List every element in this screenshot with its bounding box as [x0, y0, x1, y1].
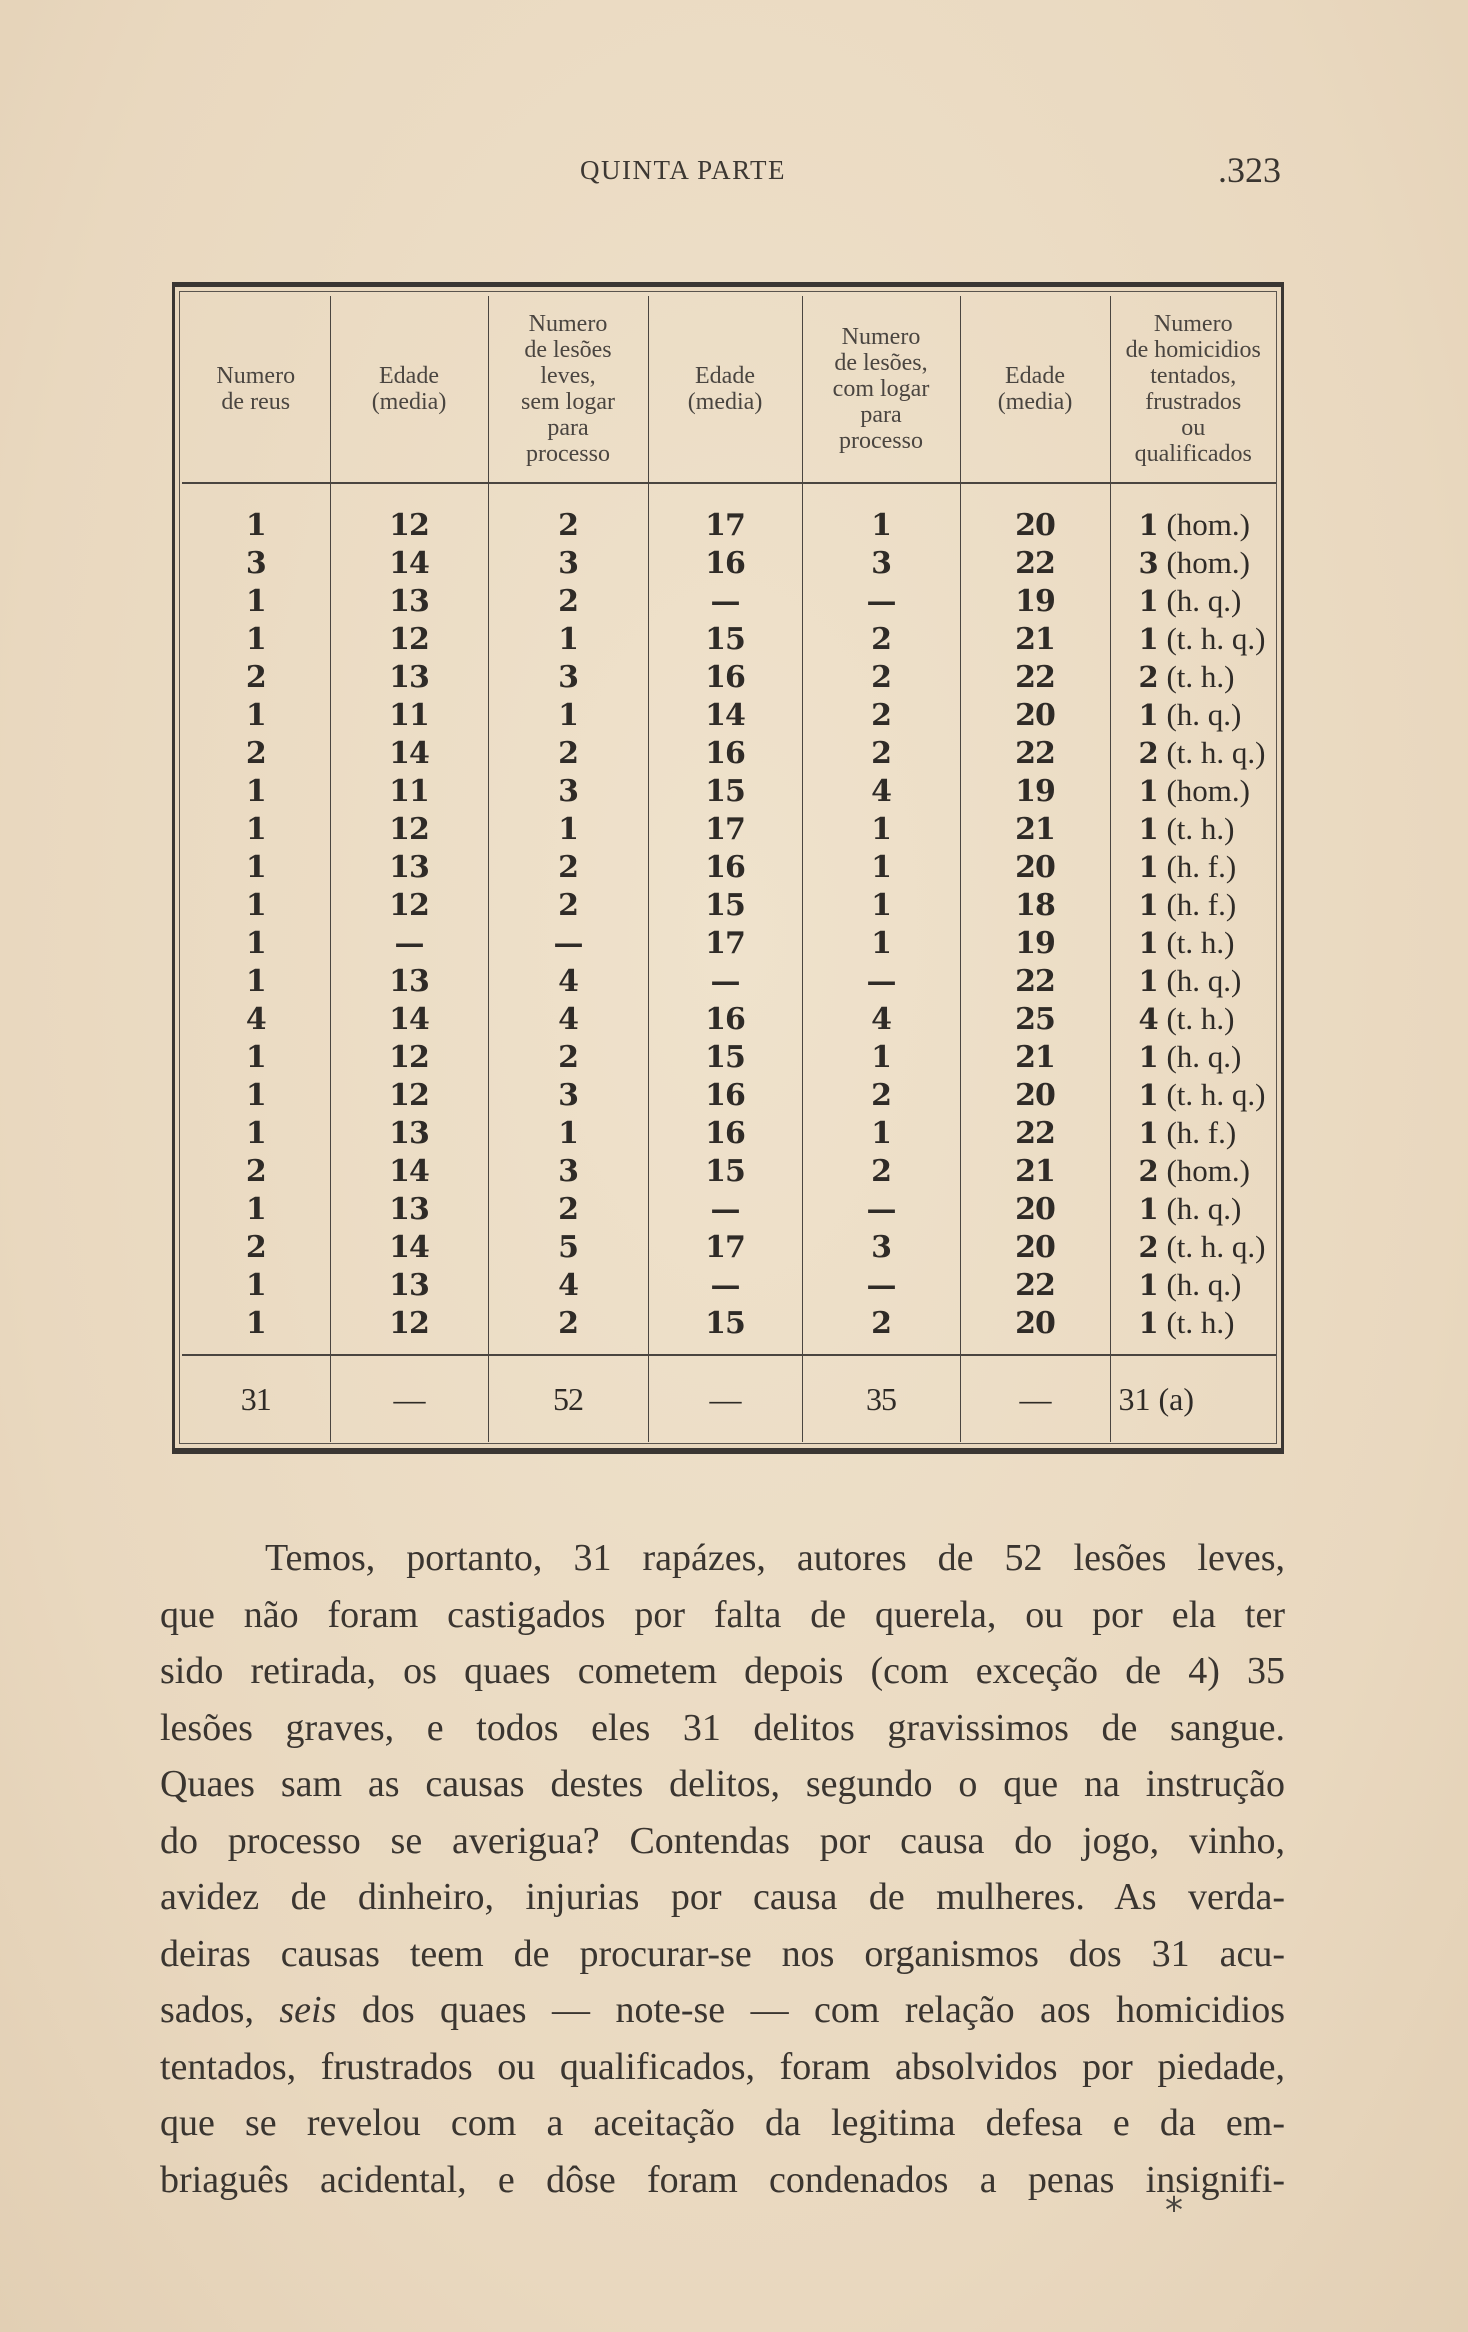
- cell-leves: 1: [488, 620, 648, 658]
- table-row: [182, 696, 1276, 734]
- cell-com-logar: 1: [802, 483, 960, 544]
- cell-edade2: 15: [648, 1304, 802, 1355]
- homicidios-count: 1: [1138, 584, 1159, 618]
- cell-edade1: 12: [330, 620, 488, 658]
- statistics-table: [182, 296, 1276, 1442]
- cell-reus: 1: [245, 583, 266, 619]
- cell-reus: 2: [245, 735, 266, 771]
- column-header-line: ou: [1181, 415, 1206, 441]
- cell-edade2: 15: [648, 1038, 802, 1076]
- column-header-line: (media): [997, 389, 1073, 415]
- table-row: [182, 483, 1276, 544]
- cell-edade3: 21: [960, 810, 1110, 848]
- paragraph-line: lesões graves, e todos eles 31 delitos gravissimos de sangue.: [160, 1706, 1285, 1749]
- column-header-line: Numero: [1153, 311, 1233, 337]
- cell-reus: 2: [245, 659, 266, 695]
- cell-reus: 1: [245, 1115, 266, 1151]
- table-row: [182, 772, 1276, 810]
- cell-leves: 2: [488, 483, 648, 544]
- homicidios-type: (t. h.): [1166, 925, 1235, 960]
- cell-edade3: 20: [960, 1076, 1110, 1114]
- cell-homicidios: [1110, 772, 1276, 810]
- cell-homicidios: [1110, 848, 1276, 886]
- cell-homicidios: [1110, 962, 1276, 1000]
- cell-leves: 3: [488, 1152, 648, 1190]
- cell-com-logar: 1: [802, 1114, 960, 1152]
- cell-com-logar: 2: [802, 1304, 960, 1355]
- paragraph-line: que se revelou com a aceitação da legitima defesa e da em-: [160, 2102, 1285, 2144]
- cell-leves: 4: [488, 1266, 648, 1304]
- cell-edade3: 19: [960, 924, 1110, 962]
- cell-leves: 2: [488, 886, 648, 924]
- cell-edade2: 15: [648, 772, 802, 810]
- column-header-line: frustrados: [1145, 389, 1242, 415]
- total-edade2: —: [648, 1355, 802, 1442]
- table-row: [182, 582, 1276, 620]
- cell-edade3: 22: [960, 658, 1110, 696]
- paragraph-line: Temos, portanto, 31 rapázes, autores de 52 lesões leves,: [265, 1537, 1285, 1579]
- column-header-line: de lesões,: [834, 350, 928, 376]
- cell-leves: 2: [488, 734, 648, 772]
- cell-homicidios: [1110, 696, 1276, 734]
- cell-com-logar: —: [802, 1266, 960, 1304]
- cell-com-logar: 2: [802, 658, 960, 696]
- cell-edade2: 16: [648, 1076, 802, 1114]
- cell-com-logar: 2: [802, 734, 960, 772]
- homicidios-type: (t. h. q.): [1166, 735, 1266, 770]
- cell-com-logar: —: [802, 582, 960, 620]
- table-row: [182, 620, 1276, 658]
- paragraph-line: que não foram castigados por falta de querela, ou por ela ter: [160, 1593, 1285, 1636]
- table-row: [182, 1266, 1276, 1304]
- cell-edade1: 13: [330, 848, 488, 886]
- cell-com-logar: 1: [802, 1038, 960, 1076]
- cell-edade2: —: [648, 1190, 802, 1228]
- homicidios-count: 1: [1138, 508, 1159, 542]
- cell-edade1: 13: [330, 1190, 488, 1228]
- homicidios-type: (t. h.): [1166, 1305, 1235, 1340]
- cell-leves: 1: [488, 1114, 648, 1152]
- table-row: [182, 1152, 1276, 1190]
- cell-edade2: 16: [648, 734, 802, 772]
- homicidios-count: 1: [1138, 1192, 1159, 1226]
- column-header-line: leves,: [540, 363, 596, 389]
- cell-homicidios: [1110, 810, 1276, 848]
- cell-edade3: 22: [960, 1114, 1110, 1152]
- paragraph-line: briaguês acidental, e dôse foram condenados a penas insignifi-: [160, 2158, 1285, 2201]
- cell-edade2: —: [648, 582, 802, 620]
- cell-com-logar: 2: [802, 1076, 960, 1114]
- cell-homicidios: [1110, 582, 1276, 620]
- table-row: [182, 1228, 1276, 1266]
- homicidios-count: 1: [1138, 1078, 1159, 1112]
- paragraph-line: avidez de dinheiro, injurias por causa de mulheres. As verda-: [160, 1876, 1285, 1918]
- cell-reus: 4: [245, 1001, 266, 1037]
- table-header-row: [182, 296, 1276, 483]
- cell-homicidios: [1110, 1114, 1276, 1152]
- page-number: .323: [1218, 150, 1281, 190]
- cell-edade2: 17: [648, 924, 802, 962]
- table-row: [182, 544, 1276, 582]
- italic-word: seis: [279, 1989, 337, 2031]
- cell-reus: 1: [245, 773, 266, 809]
- homicidios-count: 1: [1138, 1306, 1159, 1340]
- column-header-line: de lesões: [524, 337, 612, 363]
- column-header-line: processo: [839, 428, 923, 454]
- table-row: [182, 734, 1276, 772]
- cell-com-logar: 2: [802, 696, 960, 734]
- cell-edade2: 17: [648, 483, 802, 544]
- homicidios-type: (h. q.): [1166, 1191, 1242, 1226]
- table-row: [182, 924, 1276, 962]
- cell-com-logar: 3: [802, 1228, 960, 1266]
- cell-edade3: 20: [960, 483, 1110, 544]
- cell-leves: 3: [488, 772, 648, 810]
- cell-edade1: 11: [330, 696, 488, 734]
- homicidios-count: 2: [1138, 660, 1159, 694]
- cell-edade3: 20: [960, 1190, 1110, 1228]
- homicidios-type: (h. q.): [1166, 583, 1242, 618]
- homicidios-type: (hom.): [1166, 507, 1250, 542]
- cell-com-logar: 1: [802, 848, 960, 886]
- homicidios-type: (t. h.): [1166, 1001, 1235, 1036]
- cell-edade2: 17: [648, 810, 802, 848]
- cell-reus: 1: [245, 963, 266, 999]
- paragraph-line-mixed: [160, 1982, 1285, 2039]
- cell-edade2: 16: [648, 1000, 802, 1038]
- cell-edade1: 14: [330, 734, 488, 772]
- signature-asterisk: *: [1165, 2190, 1183, 2231]
- cell-homicidios: [1110, 1228, 1276, 1266]
- column-header-line: Numero: [841, 324, 921, 350]
- cell-com-logar: —: [802, 1190, 960, 1228]
- cell-reus: 2: [245, 1153, 266, 1189]
- homicidios-type: (t. h.): [1166, 811, 1235, 846]
- column-header-line: Edade: [379, 363, 439, 389]
- cell-edade1: 12: [330, 483, 488, 544]
- cell-leves: 2: [488, 1038, 648, 1076]
- cell-edade2: 15: [648, 886, 802, 924]
- cell-homicidios: [1110, 886, 1276, 924]
- total-reus: 31: [182, 1355, 330, 1442]
- cell-edade1: 14: [330, 1228, 488, 1266]
- cell-homicidios: [1110, 1152, 1276, 1190]
- cell-homicidios: [1110, 1038, 1276, 1076]
- cell-edade1: 12: [330, 1076, 488, 1114]
- cell-homicidios: [1110, 924, 1276, 962]
- table-row: [182, 1114, 1276, 1152]
- column-header: [488, 296, 648, 483]
- homicidios-type: (h. q.): [1166, 1267, 1242, 1302]
- cell-reus: 1: [245, 849, 266, 885]
- column-header-line: sem logar: [521, 389, 615, 415]
- cell-reus: 1: [245, 1191, 266, 1227]
- running-head: [0, 150, 1468, 195]
- totals-row: [182, 1355, 1276, 1442]
- cell-edade2: 15: [648, 620, 802, 658]
- homicidios-type: (t. h. q.): [1166, 1077, 1266, 1112]
- homicidios-type: (hom.): [1166, 1153, 1250, 1188]
- cell-edade3: 20: [960, 1304, 1110, 1355]
- column-header-line: para: [547, 415, 589, 441]
- cell-leves: 4: [488, 1000, 648, 1038]
- cell-leves: 1: [488, 696, 648, 734]
- column-header-line: de reus: [221, 389, 291, 415]
- cell-edade1: 13: [330, 1266, 488, 1304]
- cell-edade2: 15: [648, 1152, 802, 1190]
- cell-edade1: 13: [330, 1114, 488, 1152]
- column-header-line: Numero: [528, 311, 608, 337]
- column-header-line: Numero: [216, 363, 296, 389]
- cell-reus: 1: [245, 621, 266, 657]
- cell-leves: 2: [488, 848, 648, 886]
- cell-edade3: 18: [960, 886, 1110, 924]
- cell-homicidios: [1110, 483, 1276, 544]
- cell-edade1: 12: [330, 886, 488, 924]
- column-header-line: com logar: [832, 376, 930, 402]
- cell-edade3: 22: [960, 962, 1110, 1000]
- cell-edade3: 20: [960, 848, 1110, 886]
- homicidios-count: 2: [1138, 1230, 1159, 1264]
- column-header-line: tentados,: [1150, 363, 1237, 389]
- cell-edade2: 16: [648, 544, 802, 582]
- column-header: [182, 296, 330, 483]
- cell-edade2: —: [648, 962, 802, 1000]
- homicidios-type: (h. q.): [1166, 963, 1242, 998]
- column-header-line: processo: [526, 441, 610, 467]
- cell-leves: 2: [488, 1190, 648, 1228]
- homicidios-type: (h. q.): [1166, 1039, 1242, 1074]
- cell-com-logar: 1: [802, 924, 960, 962]
- cell-leves: 5: [488, 1228, 648, 1266]
- homicidios-count: 1: [1138, 964, 1159, 998]
- table-row: [182, 886, 1276, 924]
- cell-edade2: —: [648, 1266, 802, 1304]
- cell-homicidios: [1110, 620, 1276, 658]
- homicidios-count: 1: [1138, 774, 1159, 808]
- homicidios-count: 4: [1138, 1002, 1159, 1036]
- cell-reus: 1: [245, 1305, 266, 1341]
- table-row: [182, 1038, 1276, 1076]
- running-head-title: QUINTA PARTE: [580, 155, 786, 185]
- cell-homicidios: [1110, 1266, 1276, 1304]
- cell-edade1: 12: [330, 1038, 488, 1076]
- paragraph-line: sido retirada, os quaes cometem depois (com exceção de 4) 35: [160, 1650, 1285, 1692]
- cell-com-logar: 3: [802, 544, 960, 582]
- homicidios-type: (hom.): [1166, 773, 1250, 808]
- homicidios-type: (hom.): [1166, 545, 1250, 580]
- cell-leves: 2: [488, 1304, 648, 1355]
- table-row: [182, 810, 1276, 848]
- cell-edade1: 14: [330, 1000, 488, 1038]
- homicidios-count: 1: [1138, 1116, 1159, 1150]
- homicidios-count: 3: [1138, 546, 1159, 580]
- cell-leves: —: [488, 924, 648, 962]
- column-header-line: (media): [687, 389, 763, 415]
- cell-com-logar: 2: [802, 1152, 960, 1190]
- total-homicidios: 31 (a): [1110, 1355, 1276, 1442]
- total-edade3: —: [960, 1355, 1110, 1442]
- cell-edade2: 14: [648, 696, 802, 734]
- cell-reus: 1: [245, 887, 266, 923]
- cell-com-logar: 1: [802, 810, 960, 848]
- cell-leves: 2: [488, 582, 648, 620]
- cell-edade1: 12: [330, 1304, 488, 1355]
- cell-edade2: 17: [648, 1228, 802, 1266]
- homicidios-count: 1: [1138, 1268, 1159, 1302]
- cell-leves: 3: [488, 1076, 648, 1114]
- homicidios-count: 1: [1138, 698, 1159, 732]
- cell-edade1: 12: [330, 810, 488, 848]
- homicidios-count: 2: [1138, 736, 1159, 770]
- cell-edade3: 22: [960, 544, 1110, 582]
- homicidios-count: 1: [1138, 926, 1159, 960]
- cell-edade3: 21: [960, 1152, 1110, 1190]
- cell-edade2: 16: [648, 658, 802, 696]
- cell-reus: 1: [245, 925, 266, 961]
- cell-reus: 1: [245, 697, 266, 733]
- table-row: [182, 1000, 1276, 1038]
- table-row: [182, 962, 1276, 1000]
- column-header-line: de homicidios: [1125, 337, 1261, 363]
- table-row: [182, 658, 1276, 696]
- paragraph-fragment: sados,: [160, 1989, 254, 2031]
- cell-edade2: 16: [648, 848, 802, 886]
- paragraph-fragment: dos quaes — note-se — com relação aos homicidios: [361, 1989, 1285, 2031]
- cell-homicidios: [1110, 544, 1276, 582]
- cell-edade3: 21: [960, 620, 1110, 658]
- cell-edade3: 25: [960, 1000, 1110, 1038]
- homicidios-count: 1: [1138, 1040, 1159, 1074]
- homicidios-count: 1: [1138, 850, 1159, 884]
- total-edade1: —: [330, 1355, 488, 1442]
- body-paragraph: [160, 1530, 1285, 2208]
- cell-com-logar: 2: [802, 620, 960, 658]
- total-leves: 52: [488, 1355, 648, 1442]
- column-header-line: Edade: [1005, 363, 1065, 389]
- table-row: [182, 1190, 1276, 1228]
- column-header: [330, 296, 488, 483]
- cell-homicidios: [1110, 1304, 1276, 1355]
- cell-edade1: 14: [330, 1152, 488, 1190]
- cell-leves: 3: [488, 658, 648, 696]
- cell-leves: 4: [488, 962, 648, 1000]
- cell-reus: 1: [245, 811, 266, 847]
- table-row: [182, 1076, 1276, 1114]
- cell-homicidios: [1110, 1000, 1276, 1038]
- cell-com-logar: 4: [802, 1000, 960, 1038]
- column-header-line: (media): [371, 389, 447, 415]
- cell-edade1: 13: [330, 658, 488, 696]
- cell-reus: 1: [245, 1039, 266, 1075]
- cell-edade3: 19: [960, 772, 1110, 810]
- paragraph-line: deiras causas teem de procurar-se nos organismos dos 31 acu-: [160, 1932, 1285, 1975]
- homicidios-count: 2: [1138, 1154, 1159, 1188]
- homicidios-type: (h. f.): [1166, 887, 1237, 922]
- column-header-line: Edade: [695, 363, 755, 389]
- homicidios-type: (h. f.): [1166, 1115, 1237, 1150]
- homicidios-count: 1: [1138, 812, 1159, 846]
- cell-edade3: 22: [960, 1266, 1110, 1304]
- column-header: [1110, 296, 1276, 483]
- cell-com-logar: 1: [802, 886, 960, 924]
- cell-edade1: 11: [330, 772, 488, 810]
- homicidios-type: (t. h. q.): [1166, 621, 1266, 656]
- column-header: [802, 296, 960, 483]
- cell-com-logar: 4: [802, 772, 960, 810]
- column-header-line: para: [860, 402, 902, 428]
- cell-edade2: 16: [648, 1114, 802, 1152]
- cell-edade3: 20: [960, 1228, 1110, 1266]
- table-row: [182, 1304, 1276, 1355]
- cell-homicidios: [1110, 658, 1276, 696]
- homicidios-type: (h. f.): [1166, 849, 1237, 884]
- paragraph-line: Quaes sam as causas destes delitos, segundo o que na instrução: [160, 1763, 1285, 1805]
- cell-reus: 2: [245, 1229, 266, 1265]
- cell-leves: 3: [488, 544, 648, 582]
- homicidios-type: (t. h. q.): [1166, 1229, 1266, 1264]
- cell-edade3: 21: [960, 1038, 1110, 1076]
- cell-com-logar: —: [802, 962, 960, 1000]
- cell-leves: 1: [488, 810, 648, 848]
- cell-edade1: 13: [330, 962, 488, 1000]
- cell-homicidios: [1110, 734, 1276, 772]
- cell-reus: 1: [245, 1267, 266, 1303]
- paragraph-line: do processo se averigua? Contendas por causa do jogo, vinho,: [160, 1819, 1285, 1862]
- cell-reus: 1: [245, 507, 266, 543]
- column-header-line: qualificados: [1134, 441, 1252, 467]
- cell-edade3: 19: [960, 582, 1110, 620]
- homicidios-type: (h. q.): [1166, 697, 1242, 732]
- cell-edade3: 20: [960, 696, 1110, 734]
- cell-homicidios: [1110, 1076, 1276, 1114]
- paragraph-line: tentados, frustrados ou qualificados, foram absolvidos por piedade,: [160, 2045, 1285, 2088]
- cell-edade1: —: [330, 924, 488, 962]
- cell-edade1: 13: [330, 582, 488, 620]
- cell-edade3: 22: [960, 734, 1110, 772]
- column-header: [960, 296, 1110, 483]
- cell-homicidios: [1110, 1190, 1276, 1228]
- cell-reus: 3: [245, 545, 266, 581]
- table-body: [182, 483, 1276, 1442]
- total-com-logar: 35: [802, 1355, 960, 1442]
- cell-reus: 1: [245, 1077, 266, 1113]
- homicidios-count: 1: [1138, 622, 1159, 656]
- column-header: [648, 296, 802, 483]
- homicidios-type: (t. h.): [1166, 659, 1235, 694]
- table-row: [182, 848, 1276, 886]
- cell-edade1: 14: [330, 544, 488, 582]
- homicidios-count: 1: [1138, 888, 1159, 922]
